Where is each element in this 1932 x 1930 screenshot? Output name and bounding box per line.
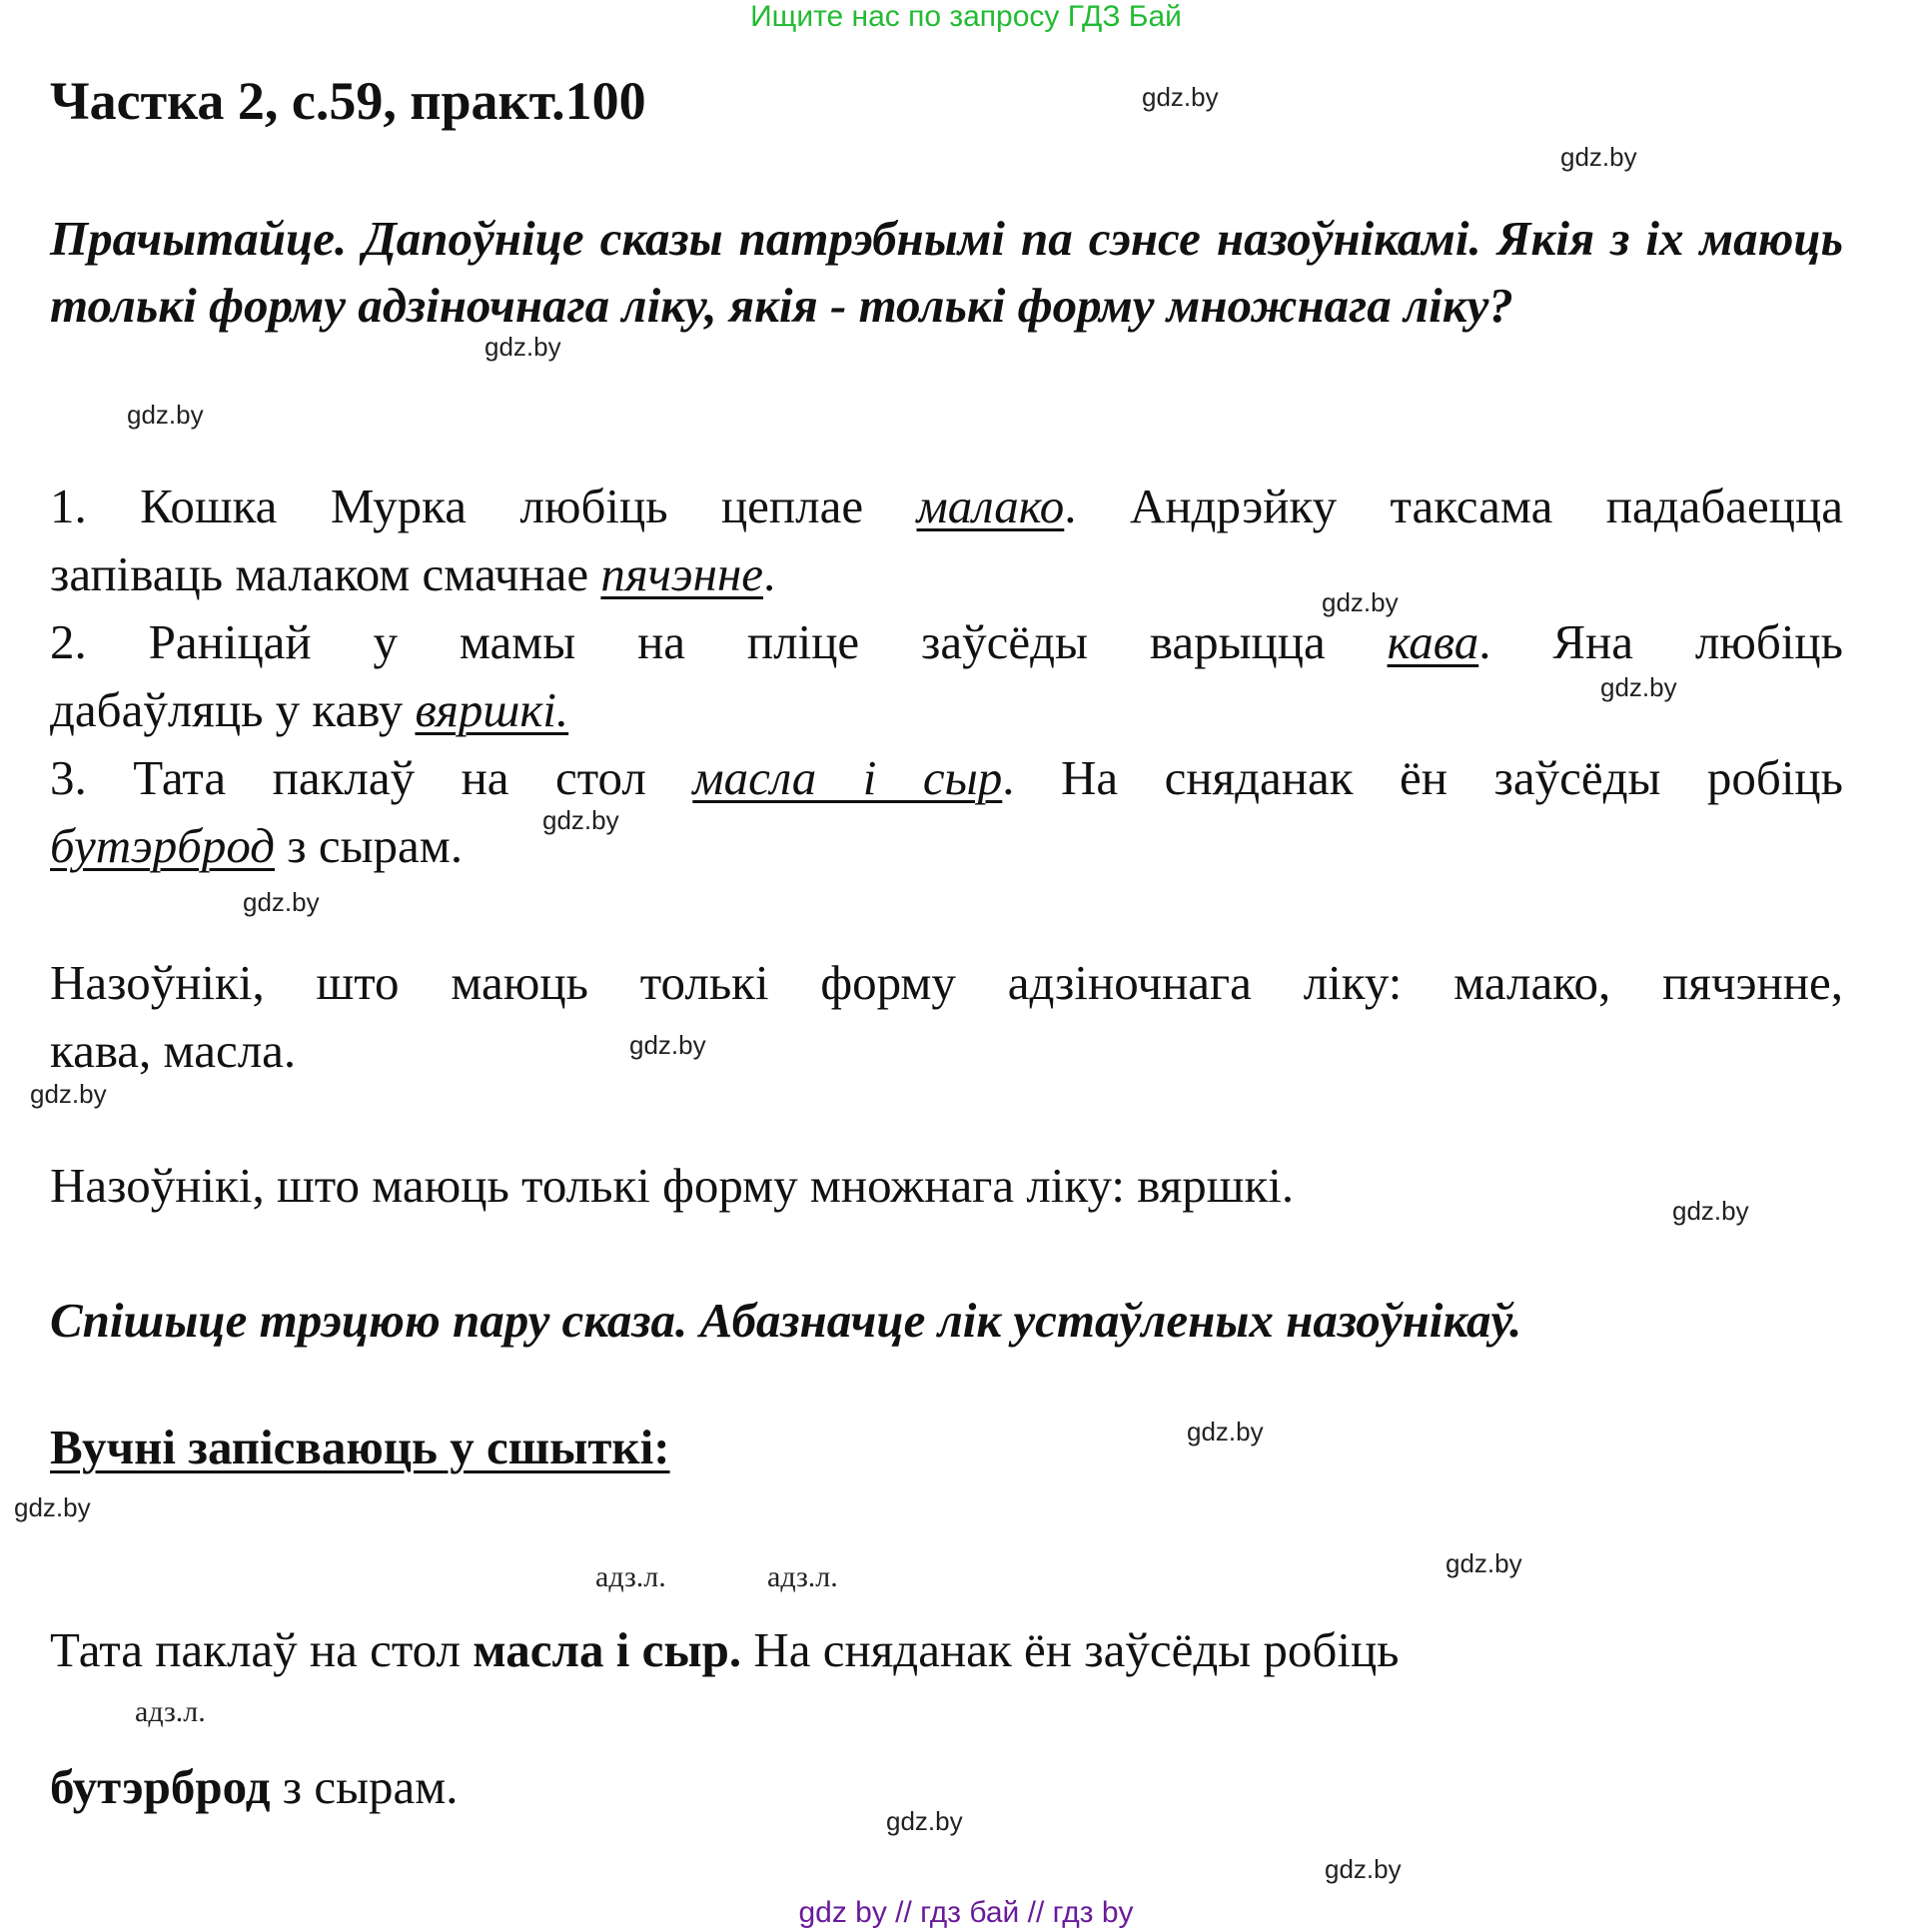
notebook-line-1-suffix: На сняданак ён заўсёды робіць	[741, 1622, 1400, 1677]
watermark: gdz.by	[1600, 672, 1677, 702]
task-instruction-2: Спішыце трэцюю пару сказа. Абазначце лік устаўленых назоўнікаў.	[50, 1293, 1522, 1348]
answer-singular-line-1: Назоўнікі, што маюць толькі форму адзіночнага ліку: малако, пячэнне,	[50, 955, 1843, 1010]
sentence-3-line-2-suffix: з сырам.	[275, 818, 464, 873]
sentence-2-line-2-prefix: дабаўляць у каву	[50, 682, 416, 737]
sentence-3-word-1: масла і сыр	[692, 750, 1003, 805]
sentence-2-line-2	[50, 681, 568, 738]
answer-plural: Назоўнікі, што маюць толькі форму множнага ліку: вяршкі.	[50, 1158, 1295, 1213]
watermark: gdz.by	[886, 1806, 963, 1836]
sentence-3-word-2: бутэрброд	[50, 818, 276, 873]
footer-links[interactable]: gdz by // гдз бай // гдз by	[798, 1896, 1134, 1929]
sentence-1-word-2: пячэнне	[600, 546, 763, 601]
sentence-3-line-2	[50, 817, 463, 874]
sentence-3-line-1	[50, 749, 1843, 806]
sentence-3-mid: . На сняданак ён заўсёды робіць	[1002, 750, 1844, 805]
watermark: gdz.by	[14, 1492, 91, 1522]
watermark: gdz.by	[1560, 142, 1637, 172]
page-title: Частка 2, с.59, практ.100	[50, 71, 646, 131]
sentence-3-prefix: 3. Тата паклаў на стол	[50, 750, 693, 805]
watermark: gdz.by	[30, 1079, 107, 1109]
notebook-line-2-bold: бутэрброд	[50, 1759, 271, 1814]
watermark: gdz.by	[1322, 587, 1399, 617]
sentence-1-mid: . Андрэйку таксама падабаецца	[1064, 479, 1843, 533]
sentence-2-prefix: 2. Раніцай у мамы на пліце заўсёды варыцца	[50, 614, 1388, 669]
watermark: gdz.by	[1672, 1196, 1749, 1226]
notebook-line-1-bold: масла і сыр.	[473, 1622, 742, 1677]
sentence-2-word-2: вяршкі.	[415, 682, 569, 737]
watermark: gdz.by	[127, 400, 204, 430]
notebook-line-2-suffix: з сырам.	[270, 1759, 459, 1814]
number-label-3: адз.л.	[135, 1695, 206, 1728]
sentence-1-end: .	[763, 546, 776, 601]
sentence-1-line-1	[50, 478, 1843, 534]
notebook-line-2	[50, 1758, 459, 1815]
top-banner-link[interactable]: Ищите нас по запросу ГДЗ Бай	[750, 0, 1182, 33]
watermark: gdz.by	[1446, 1548, 1522, 1578]
number-label-1: адз.л.	[595, 1560, 666, 1593]
sentence-2-line-1	[50, 613, 1843, 670]
sentence-2-mid: . Яна любіць	[1478, 614, 1844, 669]
watermark: gdz.by	[1187, 1417, 1264, 1447]
watermark: gdz.by	[542, 805, 619, 835]
watermark: gdz.by	[629, 1030, 706, 1060]
notebook-line-1-prefix: Тата паклаў на стол	[50, 1622, 474, 1677]
sentence-2-word-1: кава	[1387, 614, 1479, 669]
task-instruction-1: Прачытайце. Дапоўніце сказы патрэбнымі па сэнсе назоўнікамі. Якія з іх маюць толькі форму адзіночнага ліку, якія - толькі форму множнага ліку?	[50, 211, 1843, 333]
watermark: gdz.by	[484, 332, 561, 362]
watermark: gdz.by	[1142, 82, 1219, 112]
notebook-line-1	[50, 1621, 1400, 1678]
sentence-1-prefix: 1. Кошка Мурка любіць цеплае	[50, 479, 917, 533]
watermark: gdz.by	[1325, 1854, 1402, 1884]
sentence-1-word-1: малако	[916, 479, 1065, 533]
sentence-1-line-2	[50, 545, 775, 602]
watermark: gdz.by	[243, 887, 320, 917]
notebook-heading: Вучні запісваюць у сшыткі:	[50, 1420, 670, 1474]
sentence-1-line-2-prefix: запіваць малаком смачнае	[50, 546, 601, 601]
answer-singular-line-2: кава, масла.	[50, 1023, 297, 1078]
number-label-2: адз.л.	[767, 1560, 838, 1593]
